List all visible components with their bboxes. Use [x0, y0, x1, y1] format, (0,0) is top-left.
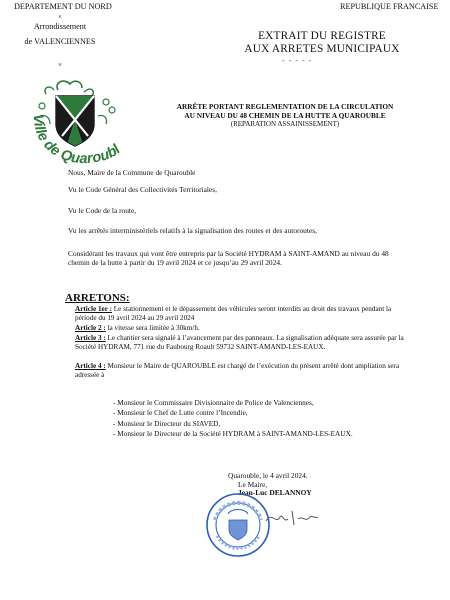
- article-3: [75, 334, 405, 351]
- legal-reference-arretes: Vu les arrêtés interministériels relatifs à la signalisation des routes et des autoroutes,: [68, 226, 317, 235]
- recipient-item: - Monsieur le Directeur du SIAVED,: [113, 418, 221, 428]
- register-title: [222, 30, 422, 68]
- town-crest-icon: [12, 76, 130, 172]
- article-3-label: Article 3 :: [75, 334, 106, 342]
- signature-scribble-icon: [262, 505, 322, 529]
- title-rule: - - - - -: [282, 56, 313, 65]
- article-1: [75, 305, 405, 322]
- recipient-item: - Monsieur le Commissaire Divisionnaire de Police de Valenciennes,: [113, 398, 314, 407]
- legal-reference-code-route: Vu le Code de la route,: [68, 206, 137, 215]
- article-3-text: Le chantier sera signalé à l’avancement par des panneaux. La signalisation adéquate sera assurée par la Société HYDRAM, 771 rue du Faubourg Roault 59732 SAINT-AMAND-LES-EAUX.: [75, 334, 404, 351]
- arrondissement-label: Arrondissement: [33, 22, 87, 31]
- decree-heading: [135, 103, 435, 129]
- town-logo: [12, 76, 130, 172]
- article-2-label: Article 2 :: [75, 324, 106, 332]
- considering-paragraph: Considérant les travaux qui vont être entrepris par la Société HYDRAM à SAINT-AMAND au niveau du 48 chemin de la hutte à partir du 19 avril 2024 et ce jusqu’au 29 avril 2024.: [68, 249, 389, 267]
- decree-line1: ARRÊTE PORTANT REGLEMENTATION DE LA CIRCULATION: [176, 102, 394, 111]
- legal-reference-code-general: Vu le Code Général des Collectivités Territoriales,: [68, 185, 217, 194]
- mayor-name: Jean-Luc DELANNOY: [238, 488, 312, 498]
- article-4-text: Monsieur le Maire de QUAROUBLE est chargé de l’exécution du présent arrêté dont ampliation sera adressée à: [75, 362, 400, 379]
- recipient-item: - Monsieur le Directeur de la Société HYDRAM à SAINT-AMAND-LES-EAUX.: [113, 429, 353, 439]
- place-date: Quarouble, le 4 avril 2024.: [228, 471, 308, 480]
- separator-star: ×: [58, 61, 62, 69]
- article-4-label: Article 4 :: [75, 362, 106, 370]
- mayor-statement: Nous, Maire de la Commune de Quarouble: [68, 168, 196, 177]
- logo-text: Ville de Quaroubl: [29, 113, 124, 168]
- department-name: DEPARTEMENT DU NORD: [14, 2, 112, 11]
- handwritten-signature: [262, 505, 322, 529]
- article-4: [75, 362, 405, 379]
- article-1-text: Le stationnement et le dépassement des véhicules seront interdits au droit des travaux pendant la période du 19 avril 2024 au 29 avril 2024: [75, 305, 392, 322]
- recipient-item: - Monsieur le Chef de Lutte contre l’Incendie,: [113, 408, 248, 418]
- decree-line3: (REPARATION ASSAINISSEMENT): [230, 120, 340, 129]
- article-2: [75, 324, 405, 333]
- mayor-role: Le Maire,: [238, 480, 268, 490]
- article-1-label: Article 1er :: [75, 305, 112, 313]
- recipients-list: [113, 398, 353, 440]
- separator-star: ×: [58, 13, 62, 21]
- republic-header: REPUBLIQUE FRANCAISE: [340, 2, 439, 11]
- register-title-line2: AUX ARRETES MUNICIPAUX: [244, 42, 400, 55]
- register-title-line1: EXTRAIT DU REGISTRE: [258, 30, 386, 42]
- arretons-heading: ARRETONS:: [65, 292, 130, 304]
- article-2-text: la vitesse sera limitée à 30km/h.: [105, 324, 200, 332]
- decree-line2: AU NIVEAU DU 48 CHEMIN DE LA HUTTE A QUAROUBLE: [184, 110, 386, 120]
- department-header: [14, 2, 112, 69]
- arrondissement-name: de VALENCIENNES: [24, 37, 96, 46]
